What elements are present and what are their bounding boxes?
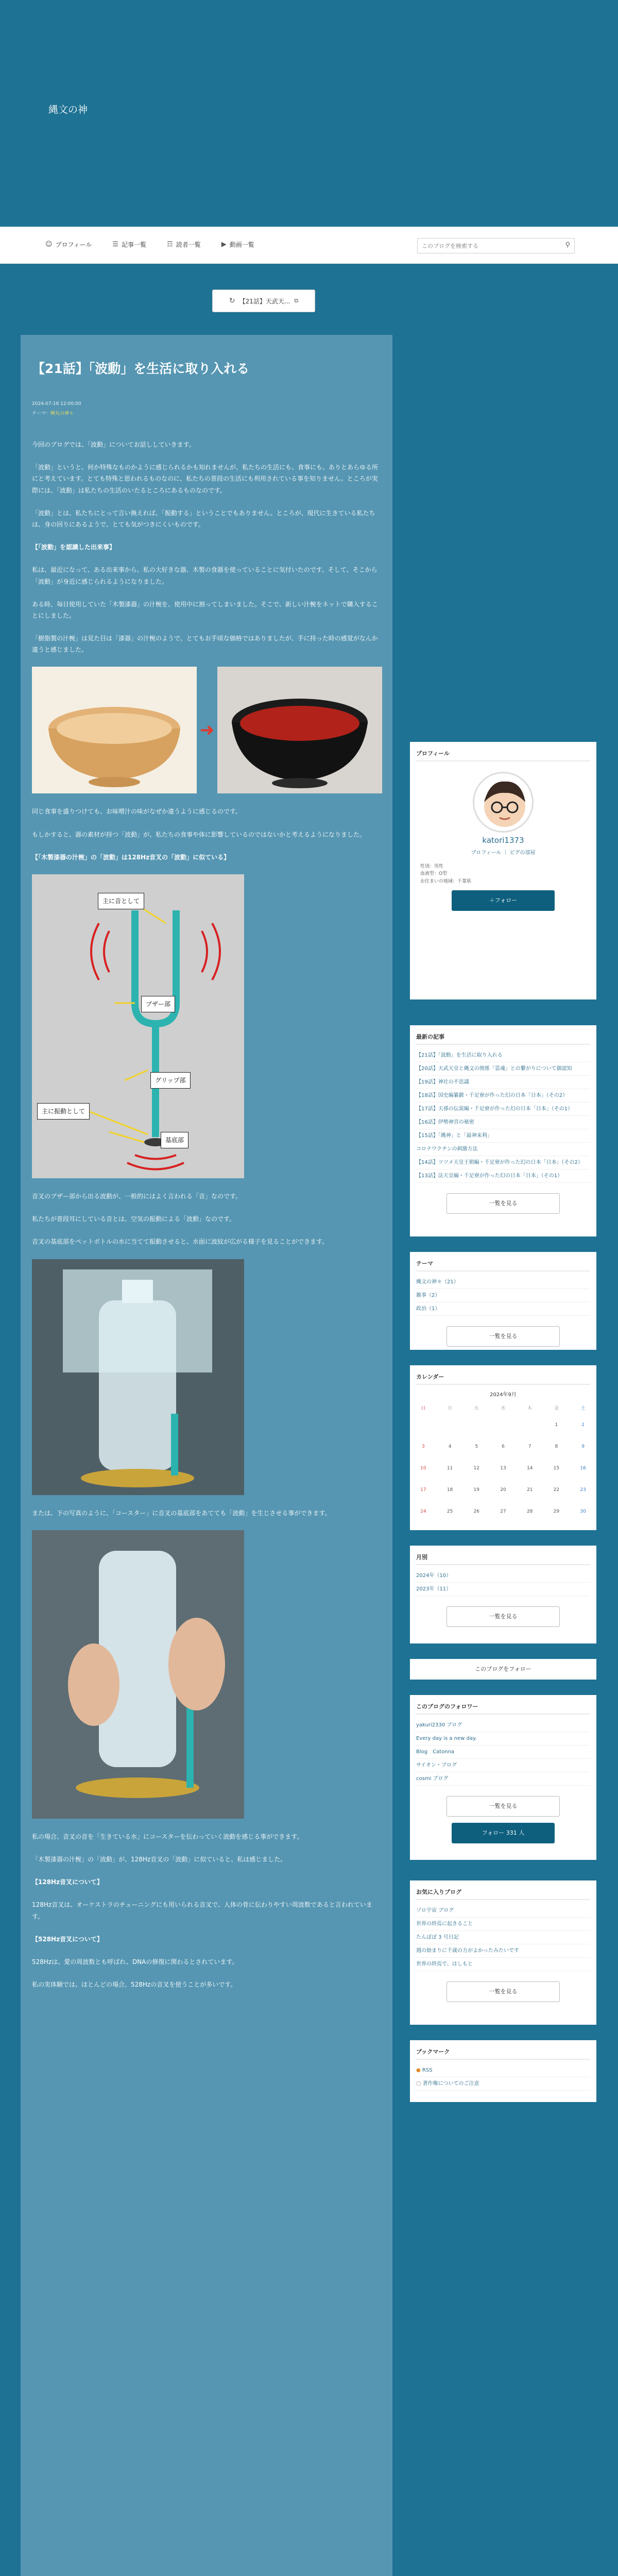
calendar-day: 29 (553, 1509, 560, 1514)
calendar-day: 24 (420, 1509, 426, 1514)
post-theme (32, 410, 382, 416)
main-article (21, 335, 392, 2576)
paragraph: または、下の写真のように、「コースター」に音叉の基底部をあてても「波動」を生じさせる事ができます。 (32, 1509, 331, 1517)
paragraph: 528Hzは、愛の周波数とも呼ばれ、DNAの修復に関わるとされています。 (32, 1958, 238, 1965)
widget-title: プロフィール (416, 750, 450, 757)
calendar-day: 28 (526, 1509, 533, 1514)
calendar-day: 12 (473, 1466, 479, 1471)
list-item[interactable]: たんぽぽ 3 号日記 (416, 1931, 590, 1944)
paragraph: 「木製漆器の汁椀」の「波動」が、128Hz音叉の「波動」に似ていると、私は感じました。 (32, 1855, 287, 1863)
calendar-header-row (410, 1401, 596, 1414)
widget-title: 月別 (416, 1554, 427, 1561)
section-heading: 【128Hz音叉について】 (32, 1878, 103, 1886)
widget-title: ブックマーク (416, 2048, 450, 2055)
bookmarks-widget (410, 2040, 596, 2102)
day-header: 木 (527, 1405, 533, 1411)
widget-title: テーマ (416, 1260, 433, 1267)
paragraph: ある時、毎日使用していた「木製漆器」の汁椀を、使用中に割ってしまいました。そこで、新しい汁椀をネットで購入することにしました。 (32, 600, 378, 619)
nav-item-label: 読者一覧 (176, 241, 201, 248)
calendar-day: 25 (447, 1509, 453, 1514)
avatar[interactable] (473, 772, 534, 833)
calendar-table (410, 1401, 596, 1522)
profile-details (410, 856, 596, 885)
bowl-comparison-image (32, 667, 382, 793)
arrow-right-icon: ➜ (199, 719, 215, 740)
book-icon: ☶ (167, 241, 173, 248)
archive-list (410, 1565, 596, 1600)
document-icon: ▢ (416, 2081, 423, 2087)
calendar-day: 10 (420, 1466, 426, 1471)
day-header: 金 (554, 1405, 559, 1411)
list-item[interactable]: 【15話】「縄神」と「最神来利」 (416, 1129, 590, 1143)
post-meta (32, 401, 382, 416)
day-header: 月 (448, 1405, 453, 1411)
calendar-day: 3 (421, 1444, 425, 1449)
wooden-bowl-image (32, 667, 197, 793)
calendar-day (517, 1414, 543, 1436)
list-item[interactable]: 政治（1） (416, 1302, 590, 1316)
paragraph: 「波動」とは、私たちにとって言い換えれば、「振動する」ということでもありません。ところが、現代に生きている私たちは、身の回りにあるようで、とても気がつきにくいものです。 (32, 509, 375, 528)
paragraph: 私たちが普段耳にしている音とは、空気の振動による「波動」なのです。 (32, 1215, 236, 1223)
calendar-day: 13 (500, 1466, 506, 1471)
archive-widget (410, 1546, 596, 1643)
widget-title: 最新の記事 (416, 1033, 444, 1040)
person-icon: ☺ (45, 241, 53, 248)
section-heading: 【「波動」を認識した出来事】 (32, 544, 116, 551)
paragraph: 「樹脂製の汁椀」は見た目は「漆器」の汁椀のようで、とてもお手頃な価格ではありましたが、手に持った時の感覚がなんか違うと感じました。 (32, 635, 378, 654)
calendar-day: 9 (581, 1444, 585, 1449)
profile-widget (410, 742, 596, 999)
external-icon: ⧉ (294, 297, 299, 304)
list-item[interactable] (416, 2064, 590, 2077)
follow-button[interactable]: ＋フォロー (452, 890, 555, 911)
day-header: 水 (501, 1405, 506, 1411)
nav-item-videos[interactable] (221, 240, 254, 249)
profile-gender: 性別：男性 (420, 864, 444, 869)
recent-posts-list (410, 1045, 596, 1187)
list-item[interactable]: 【20話】天武天皇と縄文の関係「霊魂」との繋がりについて御認知 (416, 1062, 590, 1076)
calendar-day: 23 (580, 1487, 586, 1493)
calendar-day: 11 (447, 1466, 453, 1471)
callout-sound: 主に音として (98, 893, 144, 909)
site-title[interactable]: 縄文の神 (48, 104, 88, 115)
archive-more-button[interactable]: 一覧を見る (447, 1606, 560, 1627)
profile-name[interactable]: katori1373 (482, 836, 524, 845)
nav-item-profile[interactable] (45, 240, 92, 249)
calendar-day: 15 (553, 1466, 560, 1471)
calendar-day: 1 (555, 1422, 558, 1428)
search-input[interactable] (418, 239, 557, 253)
calendar-day (437, 1414, 464, 1436)
section-heading: 【「木製漆器の汁椀」の「波動」は128Hz音叉の「波動」に似ている】 (32, 853, 230, 861)
callout-grip: グリップ部 (150, 1072, 191, 1089)
banner-label: 【21話】天武天... (239, 297, 290, 305)
nav-item-articles[interactable] (112, 240, 146, 249)
followers-list (410, 1715, 596, 1790)
post-date: 2024-07-16 12:00:00 (32, 401, 81, 406)
paragraph: 音叉のブザー部から出る波動が、一般的にはよく言われる「音」なのです。 (32, 1193, 242, 1200)
day-header: 日 (421, 1405, 426, 1411)
refresh-icon: ↻ (229, 297, 235, 305)
calendar-day: 6 (502, 1444, 505, 1449)
calendar-week (410, 1501, 596, 1522)
calendar-day: 30 (580, 1509, 586, 1514)
paragraph: 128Hz音叉は、オーケストラのチューニングにも用いられる音叉で、人体の骨に伝わりやすい周波数であると言われています。 (32, 1901, 372, 1920)
theme-more-button[interactable]: 一覧を見る (447, 1326, 560, 1347)
favorites-widget (410, 1880, 596, 2025)
widget-title: お気に入りブログ (416, 1889, 461, 1895)
blog-search (417, 238, 575, 253)
profile-links[interactable]: プロフィール ｜ ピグの部屋 (471, 850, 536, 856)
list-item[interactable]: yakuri2330 ブログ (416, 1719, 590, 1732)
nav-items (45, 240, 254, 249)
list-item[interactable]: Blog Catonna (416, 1745, 590, 1759)
calendar-day: 19 (473, 1487, 479, 1493)
article-content (32, 335, 382, 2002)
paragraph: 「波動」というと、何か特殊なものかように感じられるかも知れませんが、私たちの生活にも、食事にも、ありとあらゆる所にと考えています。とても特殊と思われるものなのに、私たちの普段の生活にも利用されている事を知りません。ところが実際には、「波動」は私たちの生活のいたるところにあるものなのです。 (32, 464, 379, 494)
water-bottle-photo (32, 1259, 244, 1495)
favorites-more-button[interactable]: 一覧を見る (447, 1981, 560, 2002)
favorites-list (410, 1900, 596, 1975)
paragraph: 音叉の基底部をペットボトルの水に当てて振動させると、水面に波紋が広がる様子を見ることができます。 (32, 1238, 329, 1246)
calendar-week (410, 1479, 596, 1501)
list-item[interactable]: cosmi ブログ (416, 1772, 590, 1786)
calendar-day (463, 1414, 490, 1436)
followers-widget (410, 1695, 596, 1860)
bookmark-label: RSS (422, 2067, 433, 2073)
search-icon[interactable]: ⚲ (565, 241, 570, 249)
callout-base: 基底部 (161, 1132, 188, 1148)
calendar-week (410, 1458, 596, 1479)
calendar-day: 18 (447, 1487, 453, 1493)
follow-count-button[interactable]: フォロー 331 人 (452, 1823, 555, 1843)
paragraph: 今回のブログでは、「波動」についてお話ししていきます。 (32, 441, 195, 448)
rss-icon: ● (416, 2067, 422, 2073)
calendar-day: 20 (500, 1487, 506, 1493)
list-item[interactable]: サイオン・ブログ (416, 1759, 590, 1772)
paragraph: 私は、最近になって、ある出来事から、私の大好きな器、木製の食器を使っていることに気付いたのです。そして、そこから「波動」が身近に感じられるようになりました。 (32, 566, 377, 585)
nav-item-label: プロフィール (55, 241, 92, 248)
post-body (32, 439, 382, 1990)
followers-more-button[interactable]: 一覧を見る (447, 1796, 560, 1817)
calendar-day: 7 (528, 1444, 531, 1449)
paragraph: 私の場合、音叉の音を「生きている水」にコースターを伝わっていく波動を感じる事ができます。 (32, 1833, 303, 1840)
calendar-day: 5 (475, 1444, 478, 1449)
callout-vibration: 主に振動として (37, 1103, 90, 1120)
calendar-day (410, 1414, 437, 1436)
calendar-day: 26 (473, 1509, 479, 1514)
video-icon: ▶ (221, 241, 227, 248)
list-item[interactable]: 2024年（10） (416, 1569, 590, 1583)
list-item[interactable]: 【18話】国史編纂鍛・千足寮が作った幻の日本「日本」（その2） (416, 1089, 590, 1103)
post-title[interactable]: 【21話】「波動」を生活に取り入れる (32, 361, 250, 376)
calendar-widget (410, 1365, 596, 1530)
calendar-day: 14 (526, 1466, 533, 1471)
list-item[interactable]: ゾロ宇宙 ブログ (416, 1904, 590, 1918)
paragraph: もしかすると、器の素材が持つ「波動」が、私たちの食事や体に影響しているのではないかと考えるようになりました。 (32, 831, 366, 838)
list-item[interactable]: 【16話】伊勢神宮の秘密 (416, 1116, 590, 1129)
calendar-week (410, 1436, 596, 1458)
list-item[interactable] (416, 2077, 590, 2091)
nav-item-label: 動画一覧 (229, 241, 254, 248)
theme-prefix: テーマ： (32, 411, 51, 416)
list-item[interactable]: 週の始まりに千歳の方がよかったみたいです (416, 1944, 590, 1958)
calendar-day: 16 (580, 1466, 586, 1471)
follow-banner-label: このブログをフォロー (475, 1666, 531, 1672)
calendar-day: 27 (500, 1509, 506, 1514)
theme-widget (410, 1252, 596, 1350)
site-header (0, 0, 618, 227)
nav-item-readers[interactable] (167, 240, 201, 249)
profile-blood-type: 血液型：O型 (420, 871, 448, 877)
theme-list (410, 1272, 596, 1320)
list-item[interactable]: 【17話】天孫の伝説編・千足寮が作った幻の日本「日本」（その1） (416, 1103, 590, 1116)
tuning-fork-diagram (32, 874, 244, 1178)
list-item[interactable]: 世界の終焉に起きること (416, 1918, 590, 1931)
bookmark-label: 著作権についてのご注意 (422, 2081, 479, 2087)
list-item[interactable]: Every day is a new day. (416, 1732, 590, 1745)
divider (416, 1384, 590, 1385)
widget-title: カレンダー (416, 1374, 444, 1380)
list-item[interactable]: 世界の終焉で、はしもと (416, 1958, 590, 1971)
day-header: 火 (474, 1405, 479, 1411)
divider (416, 760, 590, 761)
section-heading: 【528Hz音叉について】 (32, 1935, 103, 1943)
calendar-day: 17 (420, 1487, 426, 1493)
calendar-day: 2 (581, 1422, 585, 1428)
recent-more-button[interactable]: 一覧を見る (447, 1193, 560, 1214)
list-item[interactable]: 【13話】法天皇編・千足寮が作った幻の日本「日本」（その1） (416, 1170, 590, 1183)
list-item[interactable]: コロナワクチンの刺激方法 (416, 1143, 590, 1156)
list-item[interactable]: 【19話】神社の不思議 (416, 1076, 590, 1089)
day-header: 土 (580, 1405, 586, 1411)
follow-banner[interactable] (410, 1659, 596, 1680)
list-item[interactable]: 雑事（2） (416, 1289, 590, 1302)
bookmarks-list (410, 2060, 596, 2095)
calendar-day: 4 (448, 1444, 452, 1449)
profile-location: お住まいの地域：千葉県 (420, 878, 472, 884)
list-icon: ☰ (112, 241, 119, 248)
paragraph: 私の実体験では、ほとんどの場合、528Hzの音叉を使うことが多いです。 (32, 1981, 237, 1989)
coaster-photo (32, 1530, 244, 1819)
list-item[interactable]: 【14話】ツツメ天皇王朝編・千足寮が作った幻の日本「日本」（その2） (416, 1156, 590, 1170)
calendar-day: 22 (553, 1487, 560, 1493)
theme-link[interactable]: 蝉丸の神々 (50, 411, 74, 416)
calendar-day: 21 (526, 1487, 533, 1493)
calendar-day (490, 1414, 517, 1436)
list-item[interactable]: 【21話】「波動」を生活に取り入れる (416, 1049, 590, 1062)
paragraph: 同じ食事を盛りつけても、お味噌汁の味がなぜか違うように感じるのです。 (32, 808, 242, 816)
nav-item-label: 記事一覧 (122, 241, 147, 248)
calendar-month: 2024年9月 (490, 1392, 517, 1398)
widget-title: このブログのフォロワー (416, 1703, 478, 1710)
current-post-banner[interactable] (212, 290, 315, 312)
lacquer-bowl-image (217, 667, 382, 793)
callout-buzzer: ブザー部 (141, 996, 175, 1012)
recent-posts-widget (410, 1025, 596, 1236)
list-item[interactable]: 縄文の神々（21） (416, 1276, 590, 1289)
list-item[interactable]: 2023年（11） (416, 1583, 590, 1596)
calendar-week (410, 1414, 596, 1436)
calendar-day: 8 (555, 1444, 558, 1449)
